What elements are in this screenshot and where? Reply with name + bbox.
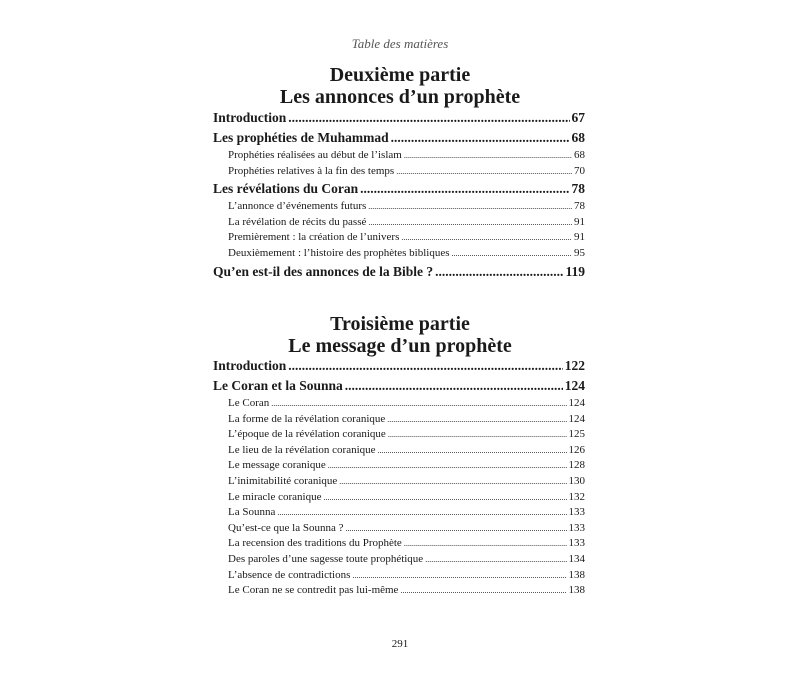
toc-entry-label: La Sounna <box>228 506 276 519</box>
toc-entry-label: La forme de la révélation coranique <box>228 412 386 425</box>
toc-page-number: 126 <box>568 443 585 456</box>
dot-leader <box>378 443 567 459</box>
toc-page-number: 125 <box>568 428 585 441</box>
toc-subentry <box>213 246 585 262</box>
toc-page-number: 124 <box>568 397 585 409</box>
toc-subentry <box>213 583 585 599</box>
dot-leader <box>435 262 563 282</box>
toc-subentry <box>213 521 585 537</box>
toc-entry-label: Le lieu de la révélation coranique <box>228 443 376 456</box>
toc-page-number: 91 <box>574 231 585 244</box>
dot-leader <box>345 376 563 396</box>
toc-page-number: 133 <box>568 506 585 519</box>
toc-entry <box>213 262 585 282</box>
dot-leader <box>401 230 572 246</box>
dot-leader <box>368 215 572 231</box>
toc-subentry <box>213 396 585 412</box>
toc-page-number: 132 <box>568 490 585 503</box>
toc-entry-label: Prophéties réalisées au début de l’islam <box>228 149 402 161</box>
part-number: Troisième partie <box>330 313 470 335</box>
toc-page-number: 124 <box>568 412 585 425</box>
toc-entry-label: Les prophéties de Muhammad <box>213 130 389 145</box>
toc-subentry <box>213 552 585 568</box>
dot-leader <box>360 179 569 199</box>
toc-page-number: 119 <box>565 263 585 279</box>
toc-page-number: 91 <box>574 215 585 228</box>
toc-page-number: 68 <box>574 149 585 161</box>
toc-entry-label: Le message coranique <box>228 459 326 472</box>
toc-entry-label: L’annonce d’événements futurs <box>228 200 367 213</box>
toc-entry <box>213 179 585 199</box>
toc-entry-label: Le Coran ne se contredit pas lui-même <box>228 584 399 597</box>
toc-page-number: 78 <box>574 200 585 213</box>
toc-entry <box>213 356 585 376</box>
part-title-deuxieme <box>0 64 800 108</box>
running-head: Table des matières <box>351 36 449 51</box>
toc-list-deuxieme <box>213 108 585 282</box>
toc-entry <box>213 128 585 148</box>
toc-page-number: 70 <box>574 164 585 177</box>
dot-leader <box>404 536 567 552</box>
toc-entry <box>213 108 585 128</box>
toc-subentry <box>213 164 585 180</box>
dot-leader <box>328 458 567 474</box>
toc-subentry <box>213 505 585 521</box>
toc-list-troisieme <box>213 356 585 599</box>
toc-subentry <box>213 199 585 215</box>
toc-entry-label: Qu’est-ce que la Sounna ? <box>228 521 344 534</box>
toc-subentry <box>213 412 585 428</box>
dot-leader <box>277 505 566 521</box>
dot-leader <box>387 412 566 428</box>
toc-entry-label: Prophéties relatives à la fin des temps <box>228 164 395 177</box>
toc-entry-label: Qu’en est-il des annonces de la Bible ? <box>213 263 434 279</box>
toc-page-number: 138 <box>568 568 585 581</box>
dot-leader <box>451 246 572 262</box>
toc-entry-label: Des paroles d’une sagesse toute prophétique <box>228 552 424 565</box>
toc-subentry <box>213 458 585 474</box>
toc-entry-label: Le Coran <box>228 397 270 409</box>
toc-page-number: 133 <box>568 537 585 550</box>
dot-leader <box>323 490 566 506</box>
toc-entry-label: Le Coran et la Sounna <box>213 378 343 393</box>
toc-subentry <box>213 230 585 246</box>
toc-entry-label: Le miracle coranique <box>228 490 322 503</box>
toc-page-number: 95 <box>574 246 585 259</box>
dot-leader <box>400 583 566 599</box>
toc-entry-label: Les révélations du Coran <box>213 181 359 197</box>
dot-leader <box>404 148 572 164</box>
toc-entry-label: La recension des traditions du Prophète <box>228 537 402 550</box>
toc-subentry <box>213 568 585 584</box>
toc-subentry <box>213 490 585 506</box>
toc-page-number: 138 <box>568 584 585 597</box>
part-number: Deuxième partie <box>329 64 471 86</box>
dot-leader <box>396 164 572 180</box>
dot-leader <box>271 396 566 412</box>
toc-subentry <box>213 443 585 459</box>
part-heading: Les annonces d’un prophète <box>279 86 521 108</box>
toc-page-number: 130 <box>568 474 585 487</box>
toc-entry-label: La révélation de récits du passé <box>228 215 367 228</box>
toc-page-number: 134 <box>568 552 585 565</box>
dot-leader <box>352 568 566 584</box>
dot-leader <box>391 128 570 148</box>
toc-subentry <box>213 427 585 443</box>
dot-leader <box>288 356 562 376</box>
toc-page-number: 124 <box>564 378 585 393</box>
toc-entry-label: Introduction <box>213 358 287 373</box>
toc-entry <box>213 376 585 396</box>
part-title-troisieme <box>0 313 800 357</box>
page-number: 291 <box>391 638 409 650</box>
dot-leader <box>388 427 567 443</box>
toc-entry-label: Deuxièmement : l’histoire des prophètes bibliques <box>228 246 450 259</box>
toc-page-number: 133 <box>568 521 585 534</box>
toc-entry-label: L’inimitabilité coranique <box>228 474 338 487</box>
toc-page-number: 68 <box>571 130 585 145</box>
toc-entry-label: L’époque de la révélation coranique <box>228 428 386 441</box>
toc-subentry <box>213 215 585 231</box>
part-heading: Le message d’un prophète <box>288 335 512 357</box>
toc-page-number: 122 <box>564 358 585 373</box>
dot-leader <box>425 552 566 568</box>
toc-subentry <box>213 536 585 552</box>
toc-page-number: 67 <box>571 110 585 125</box>
dot-leader <box>288 108 569 128</box>
toc-entry-label: L’absence de contradictions <box>228 568 351 581</box>
toc-subentry <box>213 148 585 164</box>
dot-leader <box>345 521 566 537</box>
toc-entry-label: Premièrement : la création de l’univers <box>228 231 400 244</box>
toc-page-number: 128 <box>568 459 585 472</box>
toc-entry-label: Introduction <box>213 110 287 125</box>
dot-leader <box>339 474 566 490</box>
toc-subentry <box>213 474 585 490</box>
dot-leader <box>368 199 572 215</box>
toc-page-number: 78 <box>571 181 585 197</box>
